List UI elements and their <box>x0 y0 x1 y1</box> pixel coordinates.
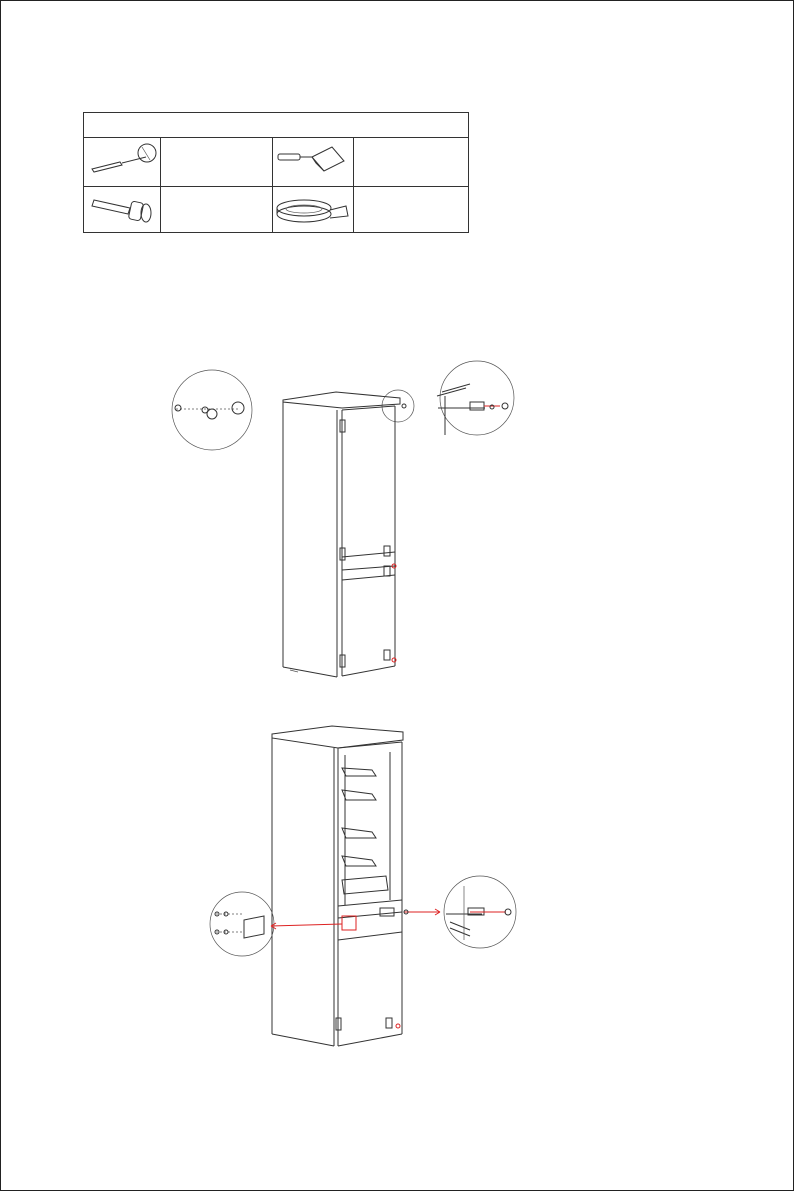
detail-circle-middle-hinge <box>444 876 516 948</box>
arrow-to-cover <box>271 924 342 926</box>
fridge-open <box>272 726 403 1046</box>
detail-circle-hinge-cover <box>210 892 274 956</box>
